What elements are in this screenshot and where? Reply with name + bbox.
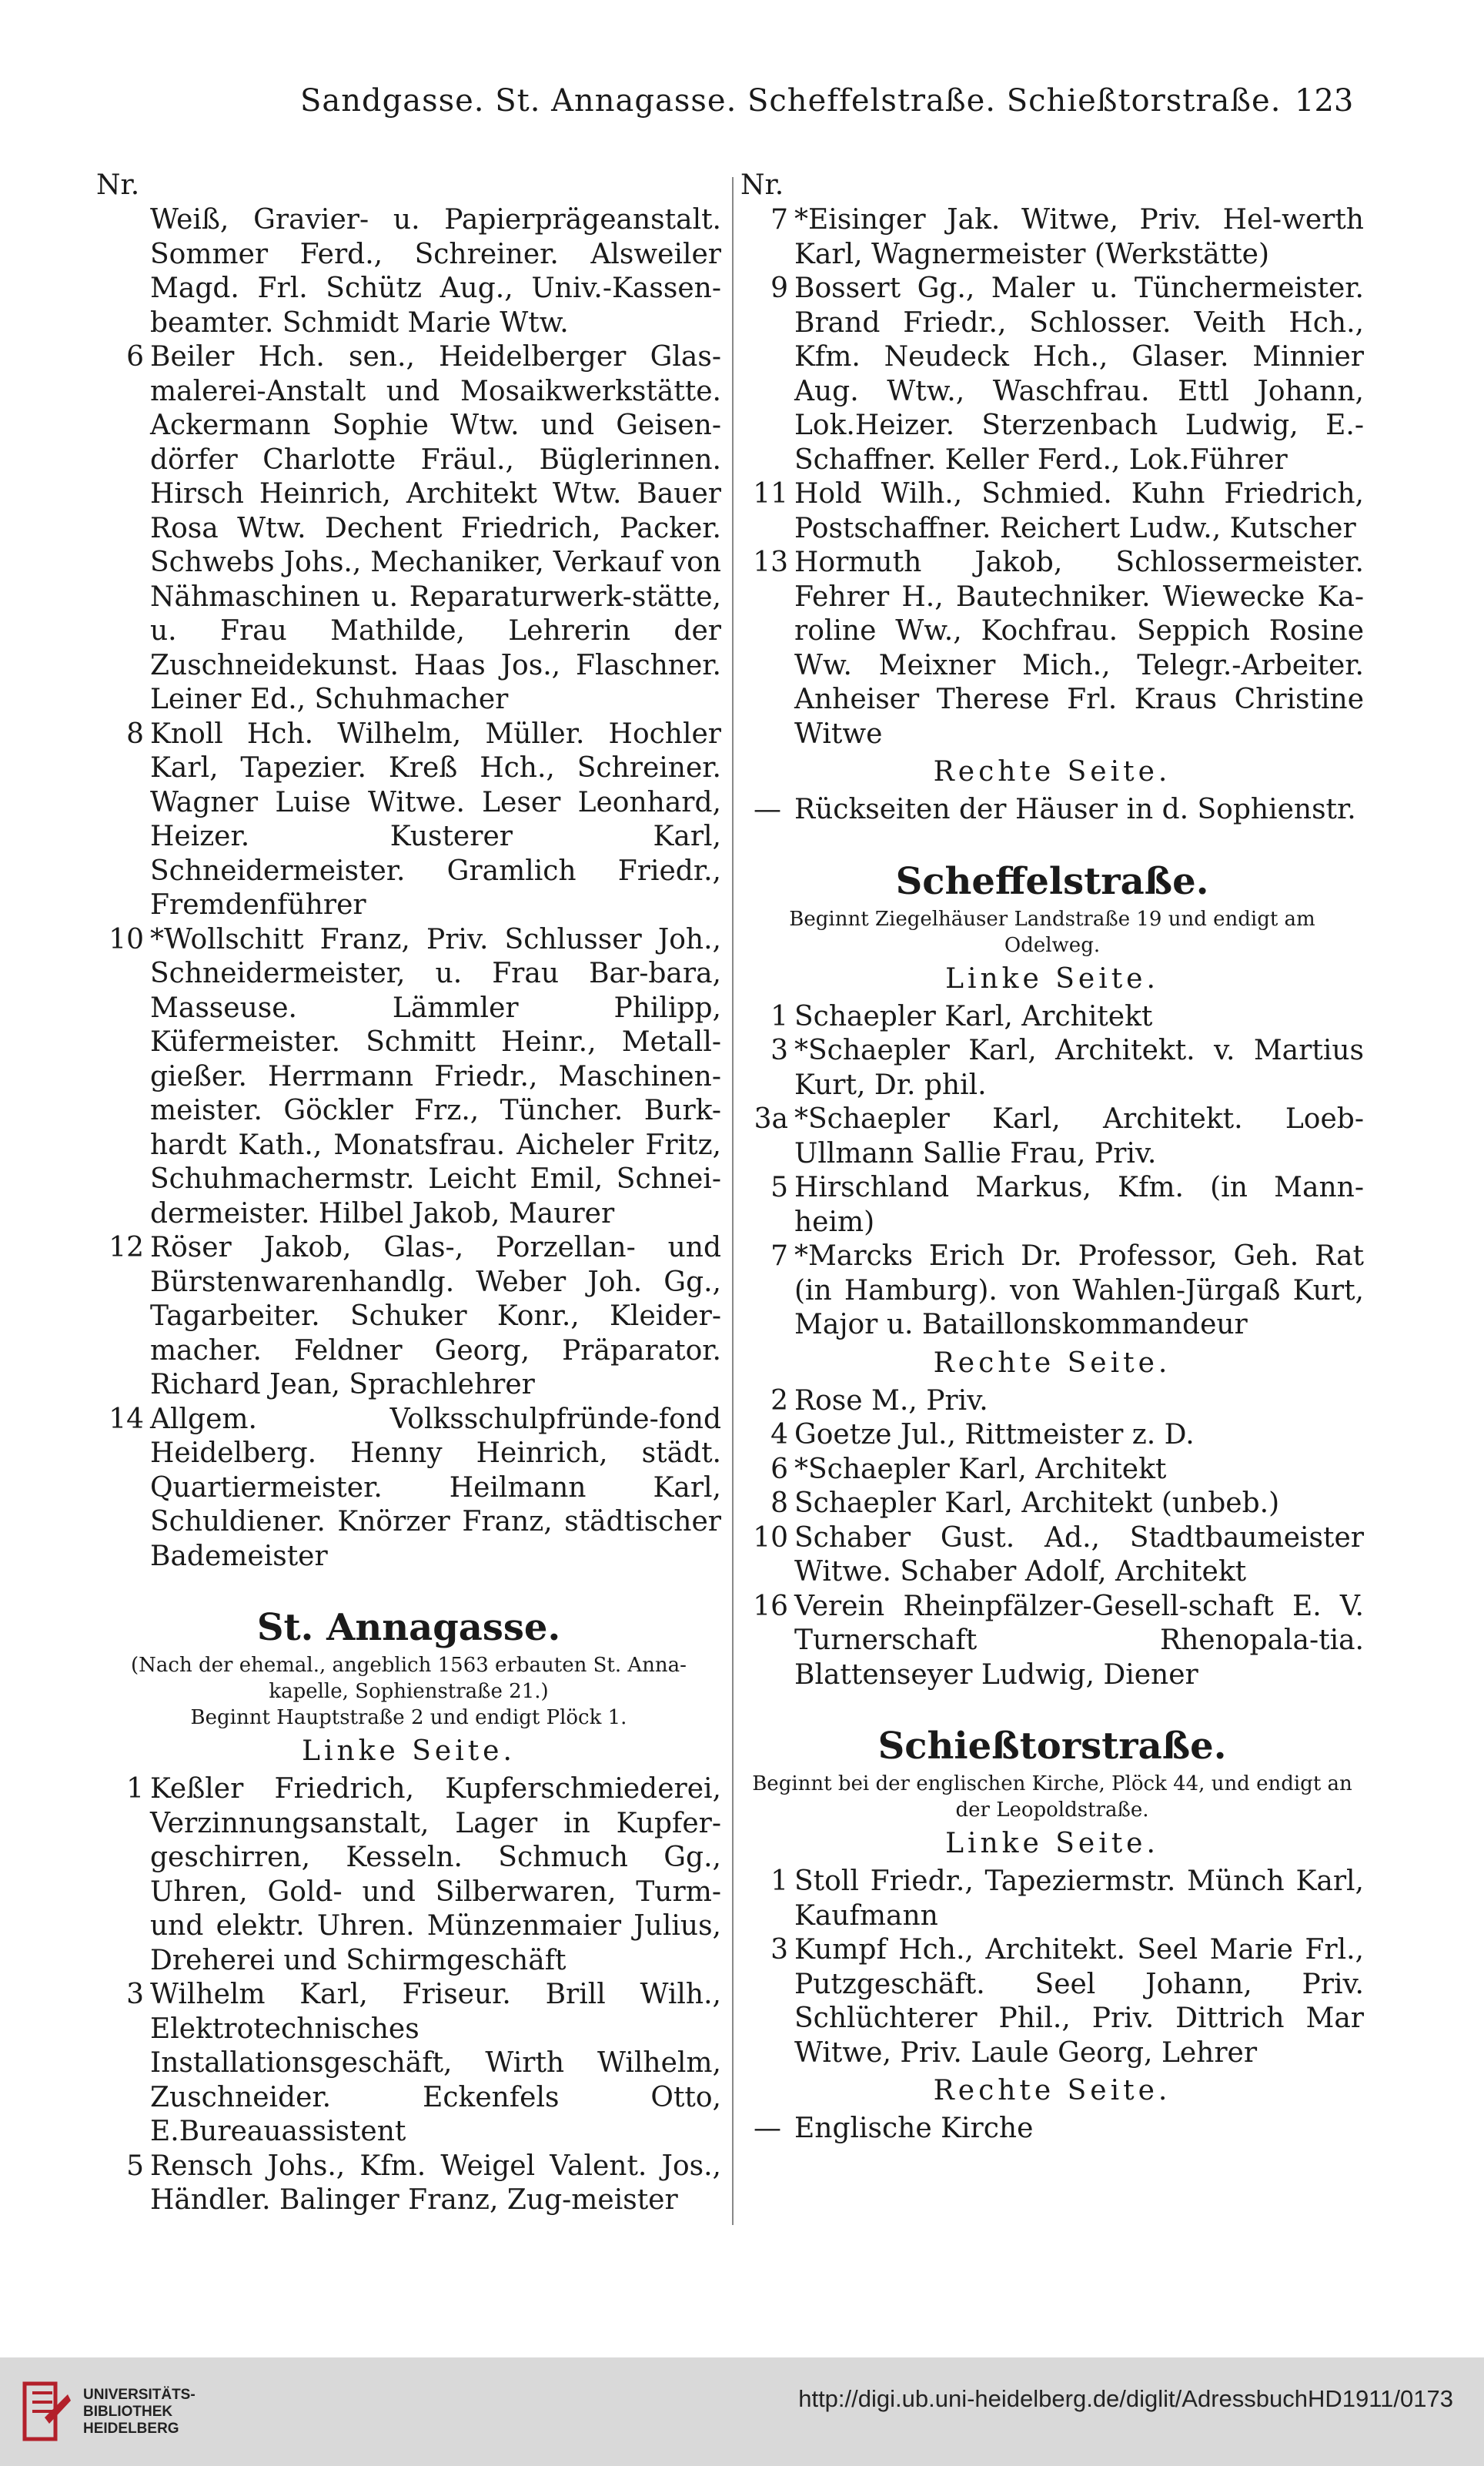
dash-mark: —	[754, 794, 781, 825]
source-url-link[interactable]: http://digi.ub.uni-heidelberg.de/diglit/AdressbuchHD1911/0173	[798, 2385, 1453, 2412]
entry-text: Schaber Gust. Ad., Stadtbaumeister Witwe. Schaber Adolf, Architekt	[794, 1521, 1364, 1588]
street-begin: Beginnt bei der englischen Kirche, Plöck 44, und endigt an der Leopoldstraße.	[752, 1772, 1352, 1822]
entry-text: Kumpf Hch., Architekt. Seel Marie Frl., Putzgeschäft. Seel Johann, Priv. Schlüchterer Phil., Priv. Dittrich Mar Witwe, Priv. Laule Georg, Lehrer	[794, 1934, 1364, 2069]
street-note: (Nach der ehemal., angeblich 1563 erbauten St. Anna-kapelle, Sophienstraße 21.)	[131, 1654, 687, 1703]
list-item	[740, 546, 1364, 751]
house-number: 1	[770, 1000, 788, 1032]
entry-text: Beiler Hch. sen., Heidelberger Glas-malerei-Anstalt und Mosaikwerkstätte. Ackermann Sophie Wtw. und Geisen-dörfer Charlotte Fräul., Büglerinnen. Hirsch Heinrich, Architekt Wtw. Bauer Rosa Wtw. Dechent Friedrich, Packer. Schwebs Johs., Mechaniker, Verkauf von Nähmaschinen u. Reparaturwerk-stätte, u. Frau Mathilde, Lehrerin der Zuschneidekunst. Haas Jos., Flaschner. Leiner Ed., Schuhmacher	[150, 341, 721, 715]
house-number: 10	[109, 923, 144, 955]
entry-text: Wilhelm Karl, Friseur. Brill Wilh., Elektrotechnisches Installationsgeschäft, Wirth Wilhelm, Zuschneider. Eckenfels Otto, E.Bureauassistent	[150, 1979, 721, 2147]
entry-text: Englische Kirche	[794, 2113, 1034, 2144]
right-column	[740, 168, 1364, 2146]
list-item	[740, 1418, 1364, 1453]
entry-text: *Marcks Erich Dr. Professor, Geh. Rat (in Hamburg). von Wahlen-Jürgaß Kurt, Major u. Bataillonskommandeur	[794, 1240, 1364, 1340]
house-number: 3a	[754, 1103, 788, 1135]
list-item	[740, 1521, 1364, 1590]
house-number: 1	[126, 1773, 144, 1805]
entry-text: *Schaepler Karl, Architekt	[794, 1453, 1167, 1485]
entry-text: *Wollschitt Franz, Priv. Schlusser Joh., Schneidermeister, u. Frau Bar-bara, Masseuse. Lämmler Philipp, Küfermeister. Schmitt Heinr., Metall-gießer. Herrmann Friedr., Maschinen-meister. Göckler Frz., Tüncher. Burk-hardt Kath., Monatsfrau. Aicheler Fritz, Schuhmachermstr. Leicht Emil, Schnei-dermeister. Hilbel Jakob, Maurer	[150, 923, 721, 1230]
entry-text: Bossert Gg., Maler u. Tünchermeister. Brand Friedr., Schlosser. Veith Hch., Kfm. Neudeck Hch., Glaser. Minnier Aug. Wtw., Waschfrau. Ettl Johann, Lok.Heizer. Sterzenbach Ludwig, E.-Schaffner. Keller Ferd., Lok.Führer	[794, 273, 1364, 476]
side-heading: Rechte Seite.	[933, 1347, 1171, 1379]
side-heading: Linke Seite.	[945, 962, 1159, 995]
dash-mark: —	[754, 2113, 781, 2144]
list-item	[740, 1865, 1364, 1933]
house-number: 6	[770, 1453, 788, 1485]
house-number: 8	[770, 1487, 788, 1519]
list-item	[96, 1403, 721, 1574]
nr-label: Nr.	[740, 169, 784, 201]
house-number: 12	[109, 1232, 144, 1263]
list-item	[740, 1384, 1364, 1419]
entry-text: Schaepler Karl, Architekt	[794, 1000, 1153, 1032]
library-name-line: HEIDELBERG	[83, 2421, 179, 2437]
house-number: 3	[126, 1979, 144, 2010]
nr-label: Nr.	[96, 169, 140, 201]
library-name-line: BIBLIOTHEK	[83, 2404, 173, 2420]
side-heading: Linke Seite.	[302, 1735, 516, 1767]
entry-text: *Schaepler Karl, Architekt. Loeb-Ullmann Sallie Frau, Priv.	[794, 1103, 1364, 1169]
left-column	[96, 168, 721, 2218]
house-number: 5	[126, 2150, 144, 2182]
house-number: 7	[770, 1240, 788, 1272]
entry-text: Allgem. Volksschulpfründe-fond Heidelberg. Henny Heinrich, städt. Quartiermeister. Heilmann Karl, Schuldiener. Knörzer Franz, städtischer Bademeister	[150, 1403, 721, 1572]
entry-text: Weiß, Gravier- u. Papierprägeanstalt. Sommer Ferd., Schreiner. Alsweiler Magd. Frl. Schütz Aug., Univ.-Kassen-beamter. Schmidt Marie Wtw.	[150, 204, 721, 339]
list-item	[740, 1933, 1364, 2070]
house-number: 2	[770, 1384, 788, 1417]
entry-text: Keßler Friedrich, Kupferschmiederei, Verzinnungsanstalt, Lager in Kupfer-geschirren, Kesseln. Schmuch Gg., Uhren, Gold- und Silberwaren, Turm- und elektr. Uhren. Münzenmaier Julius, Dreherei und Schirmgeschäft	[150, 1773, 721, 1976]
entry-text: Rose M., Priv.	[794, 1384, 988, 1417]
page-header	[0, 83, 1484, 129]
entry-text: Stoll Friedr., Tapeziermstr. Münch Karl, Kaufmann	[794, 1865, 1364, 1932]
list-item	[96, 1978, 721, 2150]
house-number: 7	[770, 204, 788, 236]
entry-text: Rensch Johs., Kfm. Weigel Valent. Jos., Händler. Balinger Franz, Zug-meister	[150, 2150, 721, 2216]
house-number: 6	[126, 341, 144, 373]
house-number: 13	[753, 547, 788, 578]
entry-text: Hirschland Markus, Kfm. (in Mann-heim)	[794, 1172, 1364, 1238]
entry-text: Hold Wilh., Schmied. Kuhn Friedrich, Postschaffner. Reichert Ludw., Kutscher	[794, 478, 1364, 544]
list-item	[740, 272, 1364, 477]
footer-bar	[0, 2357, 1484, 2466]
list-item	[740, 203, 1364, 272]
house-number: 1	[770, 1865, 788, 1897]
entry-text: Goetze Jul., Rittmeister z. D.	[794, 1419, 1195, 1450]
entry-text: Knoll Hch. Wilhelm, Müller. Hochler Karl, Tapezier. Kreß Hch., Schreiner. Wagner Luise Witwe. Leser Leonhard, Heizer. Kusterer Karl, Schneidermeister. Gramlich Friedr., Fremdenführer	[150, 718, 721, 921]
house-number: 11	[753, 478, 788, 510]
entry-text: *Eisinger Jak. Witwe, Priv. Hel-werth Karl, Wagnermeister (Werkstätte)	[794, 204, 1364, 270]
page-title: Sandgasse. St. Annagasse. Scheffelstraße. Schießtorstraße.	[300, 83, 1282, 119]
list-item	[740, 1453, 1364, 1487]
street-begin: Beginnt Hauptstraße 2 und endigt Plöck 1.	[190, 1706, 627, 1729]
entry-text: Verein Rheinpfälzer-Gesell-schaft E. V. Turnerschaft Rhenopala-tia. Blattenseyer Ludwig, Diener	[794, 1590, 1364, 1691]
house-number: 5	[770, 1172, 788, 1203]
list-item	[740, 1487, 1364, 1521]
list-item	[96, 1231, 721, 1403]
list-item	[740, 477, 1364, 546]
list-item	[96, 2150, 721, 2218]
list-item	[740, 1000, 1364, 1035]
house-number: 10	[753, 1521, 788, 1554]
list-item	[740, 793, 1364, 828]
entry-text: Schaepler Karl, Architekt (unbeb.)	[794, 1487, 1280, 1519]
side-heading: Rechte Seite.	[933, 756, 1171, 788]
list-item	[96, 1772, 721, 1978]
house-number: 9	[770, 273, 788, 304]
list-item	[96, 203, 721, 340]
library-logo-icon	[22, 2379, 74, 2444]
list-item	[96, 340, 721, 718]
house-number: 3	[770, 1934, 788, 1966]
entry-text: *Schaepler Karl, Architekt. v. Martius Kurt, Dr. phil.	[794, 1035, 1364, 1101]
list-item	[96, 718, 721, 923]
list-item	[740, 1034, 1364, 1103]
list-item	[740, 1171, 1364, 1240]
side-heading: Linke Seite.	[945, 1828, 1159, 1859]
street-heading-scheffelstrasse: Scheffelstraße.	[895, 859, 1209, 903]
side-heading: Rechte Seite.	[933, 2075, 1171, 2106]
entry-text: Rückseiten der Häuser in d. Sophienstr.	[794, 794, 1356, 825]
list-item	[740, 2112, 1364, 2146]
list-item	[740, 1103, 1364, 1171]
street-heading-schiesstorstrasse: Schießtorstraße.	[877, 1725, 1227, 1768]
street-heading-annagasse: St. Annagasse.	[256, 1606, 561, 1649]
column-divider	[732, 177, 734, 2225]
house-number: 8	[126, 718, 144, 750]
list-item	[740, 1240, 1364, 1343]
library-name-line: UNIVERSITÄTS-	[83, 2387, 196, 2403]
library-name	[83, 2387, 196, 2438]
list-item	[740, 1590, 1364, 1693]
page-number: 123	[1295, 83, 1354, 119]
list-item	[96, 923, 721, 1232]
house-number: 3	[770, 1035, 788, 1066]
street-begin: Beginnt Ziegelhäuser Landstraße 19 und endigt am Odelweg.	[789, 907, 1315, 957]
entry-text: Röser Jakob, Glas-, Porzellan- und Bürstenwarenhandlg. Weber Joh. Gg., Tagarbeiter. Schuker Konr., Kleider-macher. Feldner Georg, Präparator. Richard Jean, Sprachlehrer	[150, 1232, 721, 1400]
house-number: 4	[770, 1419, 788, 1450]
house-number: 16	[753, 1590, 788, 1622]
house-number: 14	[109, 1403, 144, 1435]
entry-text: Hormuth Jakob, Schlossermeister. Fehrer H., Bautechniker. Wiewecke Ka-roline Ww., Kochfrau. Seppich Rosine Ww. Meixner Mich., Telegr.-Arbeiter. Anheiser Therese Frl. Kraus Christine Witwe	[794, 547, 1364, 750]
